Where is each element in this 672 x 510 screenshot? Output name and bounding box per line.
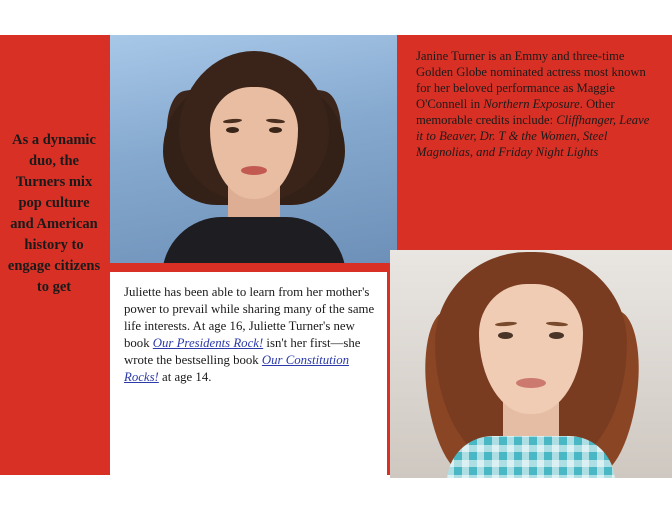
jul-clothing-decor [447, 436, 615, 478]
left-blurb-column [0, 35, 108, 475]
emphasis-text: Cliffhanger, Leave it to Beaver, Dr. T & the Women, Steel Magnolias, and Friday Night Lights [416, 112, 650, 159]
eye-right-decor [269, 127, 282, 133]
juliette-bio-text [124, 284, 375, 386]
janine-turner-photo [110, 35, 397, 263]
juliette-turner-photo [390, 250, 672, 478]
eye-left-decor [226, 127, 239, 133]
body-text: Janine Turner is an Emmy and three-time Golden Globe nominated actress most known for her beloved performance as Maggie O'Connell in [416, 49, 646, 111]
emphasis-text: Northern Exposure [483, 96, 580, 111]
jul-eye-left-decor [498, 332, 513, 339]
book-link-1[interactable]: Our Presidents Rock! [152, 336, 264, 351]
book-link-3[interactable]: Our Constitution Rocks! [124, 353, 350, 385]
jul-eye-right-decor [549, 332, 564, 339]
left-blurb-text: As a dynamic duo, the Turners mix pop culture and American history to engage citizens to get [7, 132, 101, 296]
body-text: Juliette has been able to learn from her mother's power to prevail while sharing many of the same life interests. At age 16, Juliette Turner's new book [124, 285, 375, 351]
janine-bio-box [400, 35, 672, 243]
juliette-bio-box [110, 272, 387, 475]
jul-lips-decor [516, 378, 546, 388]
torso-decor [162, 217, 346, 263]
lips-decor [241, 166, 267, 175]
body-text: isn't her first—she wrote the bestselling book [124, 336, 361, 368]
body-text: . Other memorable credits include: [416, 96, 615, 127]
janine-bio-text [416, 49, 658, 161]
body-text: at age 14. [158, 370, 212, 385]
